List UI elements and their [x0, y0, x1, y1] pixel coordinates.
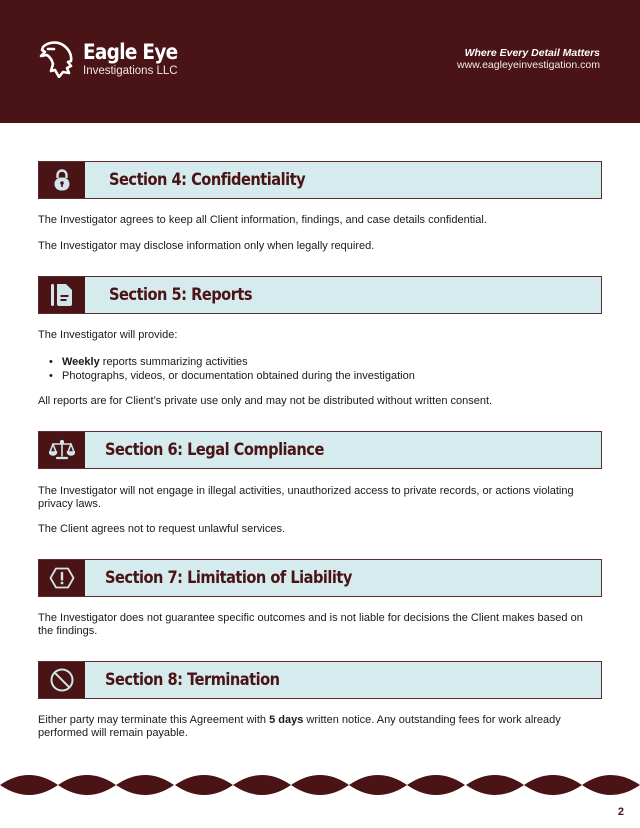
scales-icon: [49, 439, 75, 461]
tagline: Where Every Detail Matters: [464, 47, 600, 59]
report-list: [62, 355, 602, 383]
section-title: Section 8: Termination: [105, 670, 280, 690]
list-item: • Weekly reports summarizing activities: [62, 355, 602, 369]
paragraph: The Investigator will provide:: [38, 329, 178, 341]
section-header-reports: [38, 276, 602, 314]
list-item: • Photographs, videos, or documentation obtained during the investigation: [62, 369, 602, 383]
section-title: Section 5: Reports: [109, 285, 253, 305]
website-link[interactable]: www.eagleyeinvestigation.com: [457, 59, 600, 71]
header-tagline-block: [457, 47, 600, 72]
brand-subtitle: Investigations LLC: [83, 65, 178, 77]
paragraph: The Investigator may disclose information only when legally required.: [38, 240, 375, 252]
paragraph: The Investigator does not guarantee specific outcomes and is not liable for decisions the Client makes based on the findings.: [38, 612, 583, 637]
paragraph: Either party may terminate this Agreement with 5 days written notice. Any outstanding fees for work already performed will remain payable.: [38, 714, 561, 739]
page-number: 2: [617, 806, 624, 818]
section-header-limitation-of-liability: [38, 559, 602, 597]
paragraph: The Investigator agrees to keep all Client information, findings, and case details confidential.: [38, 214, 487, 226]
lock-icon: [53, 168, 71, 192]
section-header-termination: [38, 661, 602, 699]
company-logo: [39, 40, 190, 78]
paragraph: The Investigator will not engage in illegal activities, unauthorized access to private records, or actions violating privacy laws.: [38, 485, 574, 510]
section-title: Section 7: Limitation of Liability: [105, 568, 352, 588]
section-header-legal-compliance: [38, 431, 602, 469]
page-header: [0, 0, 640, 123]
brand-name: Eagle Eye: [83, 40, 178, 64]
decorative-leaf-border: [0, 771, 640, 799]
section-title: Section 4: Confidentiality: [109, 170, 306, 190]
paragraph: The Client agrees not to request unlawful services.: [38, 523, 286, 535]
document-icon: [50, 282, 74, 308]
prohibited-icon: [50, 668, 74, 692]
paragraph: All reports are for Client’s private use only and may not be distributed without written consent.: [38, 395, 493, 407]
section-header-confidentiality: [38, 161, 602, 199]
eagle-head-icon: [39, 40, 75, 78]
section-title: Section 6: Legal Compliance: [105, 440, 324, 460]
warning-octagon-icon: [49, 567, 75, 589]
